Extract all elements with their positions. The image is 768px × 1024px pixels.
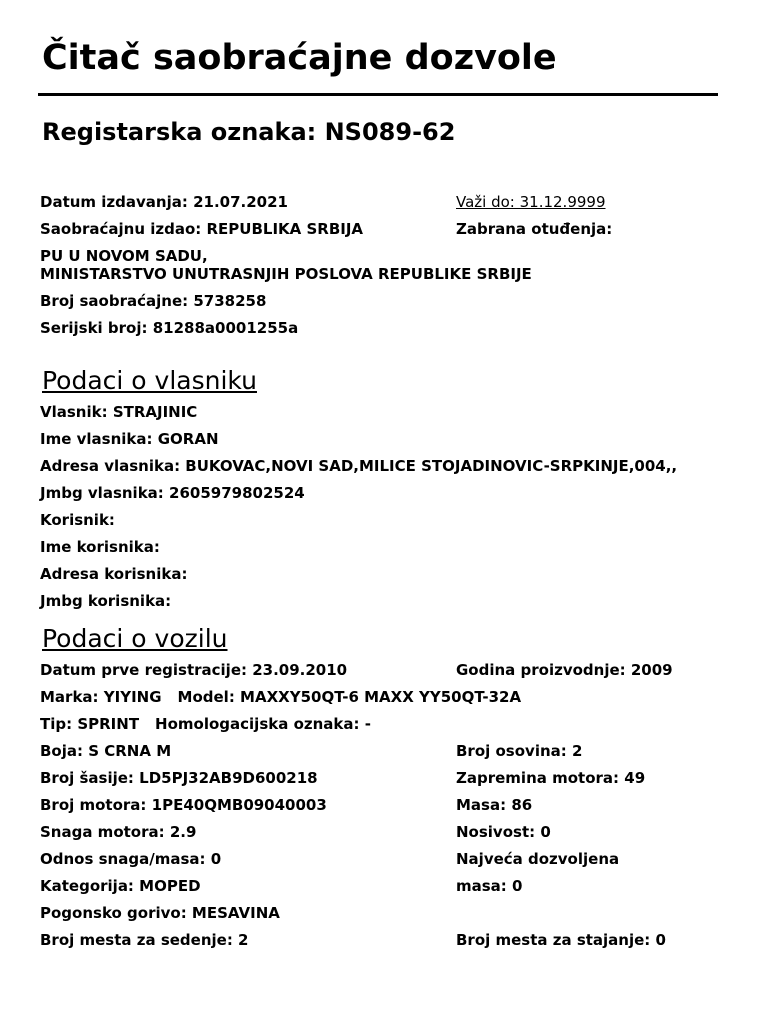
owner-name: Ime vlasnika: GORAN: [40, 430, 219, 448]
category: Kategorija: MOPED: [40, 877, 201, 895]
owner-section-heading: Podaci o vlasniku: [42, 366, 257, 395]
fuel: Pogonsko gorivo: MESAVINA: [40, 904, 280, 922]
vehicle-section-heading: Podaci o vozilu: [42, 624, 228, 653]
type-homologation-row: [40, 715, 371, 733]
brand: Marka: YIYING: [40, 688, 162, 706]
engine-number: Broj motora: 1PE40QMB09040003: [40, 796, 327, 814]
user: Korisnik:: [40, 511, 115, 529]
user-jmbg: Jmbg korisnika:: [40, 592, 172, 610]
owner-address: Adresa vlasnika: BUKOVAC,NOVI SAD,MILICE STOJADINOVIC-SRPKINJE,004,,: [40, 457, 678, 475]
power-mass-ratio: Odnos snaga/masa: 0: [40, 850, 222, 868]
max-mass-value: masa: 0: [456, 877, 523, 895]
user-address: Adresa korisnika:: [40, 565, 188, 583]
registration-label: Registarska oznaka: NS089-62: [42, 118, 456, 146]
owner-jmbg: Jmbg vlasnika: 2605979802524: [40, 484, 305, 502]
seats: Broj mesta za sedenje: 2: [40, 931, 249, 949]
ban-alienation: Zabrana otuđenja:: [456, 220, 613, 238]
title-divider: [38, 93, 718, 96]
color: Boja: S CRNA M: [40, 742, 172, 760]
valid-until: Važi do: 31.12.9999: [456, 193, 606, 211]
brand-model-row: [40, 688, 521, 706]
axles: Broj osovina: 2: [456, 742, 583, 760]
document-number: Broj saobraćajne: 5738258: [40, 292, 267, 310]
vehicle-type: Tip: SPRINT: [40, 715, 140, 733]
engine-power: Snaga motora: 2.9: [40, 823, 197, 841]
standing-places: Broj mesta za stajanje: 0: [456, 931, 666, 949]
app-title: Čitač saobraćajne dozvole: [42, 38, 557, 78]
homologation: Homologacijska oznaka: -: [155, 715, 371, 733]
first-registration: Datum prve registracije: 23.09.2010: [40, 661, 348, 679]
mass: Masa: 86: [456, 796, 533, 814]
production-year: Godina proizvodnje: 2009: [456, 661, 673, 679]
authority-line-2: MINISTARSTVO UNUTRASNJIH POSLOVA REPUBLIKE SRBIJE: [40, 265, 532, 283]
engine-volume: Zapremina motora: 49: [456, 769, 646, 787]
authority-line-1: PU U NOVOM SADU,: [40, 247, 208, 265]
chassis-number: Broj šasije: LD5PJ32AB9D600218: [40, 769, 318, 787]
max-mass-label: Najveća dozvoljena: [456, 850, 620, 868]
load-capacity: Nosivost: 0: [456, 823, 551, 841]
model: Model: MAXXY50QT-6 MAXX YY50QT-32A: [177, 688, 522, 706]
issued-by: Saobraćajnu izdao: REPUBLIKA SRBIJA: [40, 220, 364, 238]
serial-number: Serijski broj: 81288a0001255a: [40, 319, 299, 337]
owner: Vlasnik: STRAJINIC: [40, 403, 198, 421]
issue-date: Datum izdavanja: 21.07.2021: [40, 193, 288, 211]
user-name: Ime korisnika:: [40, 538, 160, 556]
